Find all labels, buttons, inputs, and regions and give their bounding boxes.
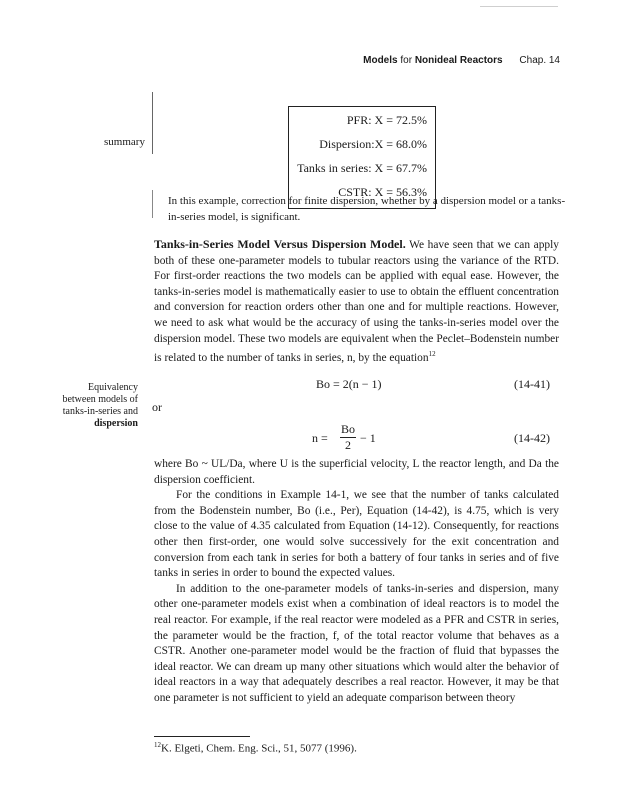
margin-note-line: Equivalency [88,382,138,393]
header-title-models: Models [363,55,398,66]
footnote-marker: 12 [428,350,436,359]
margin-note-summary: summary [104,136,145,148]
running-header [300,55,560,66]
eq1-lhs: Bo [316,377,331,391]
or-text: or [152,400,162,414]
header-title-rest: Nonideal Reactors [414,55,503,66]
equation-14-41 [316,377,382,392]
margin-rule [152,92,153,154]
where-line: where Bo ~ UL/Da, where U is the superficial velocity, L the reactor length, and Da the dispersion coefficient. [154,458,559,486]
paragraph-text: We have seen that we can apply both of these one-parameter models to tubular reactors using the variance of the RTD. For first-order reactions the two models can be applied with equal ease. However, the tanks-in-series model is mathematically easier to use to obtain the effluent concentration and conversion for reaction orders other than one and for multiple reactions. However, we need to ask what would be the accuracy of using the tanks-in-series model over the dispersion model. These two models are equivalent when the Peclet–Bodenstein number is related to the number of tanks in series, n, by the equation [154,239,559,364]
section-paragraph [154,237,559,367]
eq1-rhs: = 2(n − 1) [333,377,382,391]
result-pfr: PFR: X = 72.5% [346,113,427,127]
footnote-text: K. Elgeti, Chem. Eng. Sci., 51, 5077 (1996). [161,742,357,755]
header-chapter: Chap. 14 [519,55,560,66]
margin-note-line: dispersion [94,418,138,429]
eq2-lhs: n = [312,431,328,445]
body-text [154,457,559,707]
eq2-fraction [340,422,356,453]
result-dispersion: Dispersion:X = 68.0% [319,137,427,151]
equation-number: (14-41) [514,377,550,391]
margin-note-line: tanks-in-series and [62,406,138,417]
margin-rule [152,190,153,218]
equation-number: (14-42) [514,431,550,445]
summary-text: In this example, correction for finite dispersion, whether by a dispersion model or a tanks-in-series model, is significant. [168,195,566,223]
footnote-rule [154,736,250,737]
page-top-rule [480,6,558,7]
paragraph: In addition to the one-parameter models of tanks-in-series and dispersion, many other one-parameter models exist when a combination of ideal reactors is to model the real reactor. For example, if the real reactor were modeled as a PFR and CSTR in series, the parameter would be the fraction, f, of the total reactor volume that behaves as a CSTR. Another one-parameter model would be the fraction of fluid that bypasses the ideal reactor. We can dream up many other situations which would alter the behavior of ideal reactors in a way that adequately describes a real reactor. However, it may be that one parameter is not sufficient to yield an adequate comparison between theory [154,582,559,704]
eq2-denominator: 2 [340,437,356,453]
result-tanks-in-series: Tanks in series: X = 67.7% [297,161,427,175]
footnote [154,741,357,755]
paragraph: For the conditions in Example 14-1, we see that the number of tanks calculated from the Bodenstein number, Bo (i.e., Per), Equation (14-42), is 4.75, which is very close to the value of 4.35 calculated from Equation (14-12). Consequently, for reactions other then first-order, one would solve successively for the exit concentration and conversion from each tank in series for both a battery of four tanks in series and of five tanks in series in order to bound the expected values. [154,489,559,580]
eq2-numerator: Bo [340,422,355,436]
margin-note-line: between models of [62,394,138,405]
footnote-number: 12 [154,741,161,749]
margin-note-equivalency [50,382,138,430]
header-title-for: for [400,55,413,66]
result-cstr: CSTR: X = 56.3% [338,185,427,199]
eq2-rest: − 1 [360,431,376,445]
run-in-heading: Tanks-in-Series Model Versus Dispersion Model. [154,237,406,251]
